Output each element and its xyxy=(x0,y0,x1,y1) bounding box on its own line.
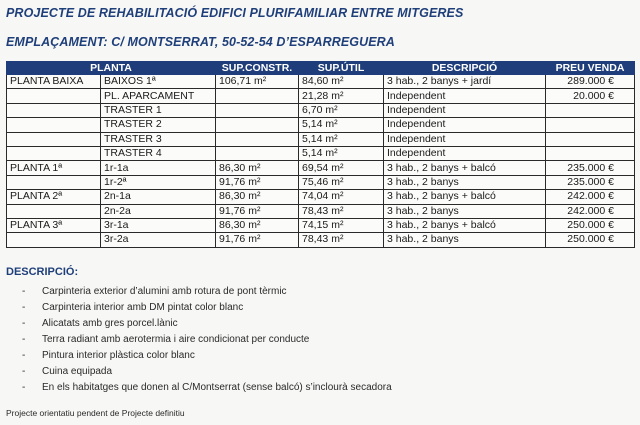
description-item-text: Cuina equipada xyxy=(42,366,113,377)
description-item xyxy=(6,348,392,364)
floor-cell xyxy=(7,132,101,146)
sup-util-cell: 5,14 m² xyxy=(299,118,384,132)
table-row xyxy=(7,132,635,146)
sup-constr-cell xyxy=(216,118,299,132)
sup-util-cell: 78,43 m² xyxy=(299,233,384,247)
description-list xyxy=(6,284,392,396)
header-sup-constr: SUP.CONSTR. xyxy=(216,62,299,75)
bullet-dash: - xyxy=(22,350,26,361)
sup-util-cell: 5,14 m² xyxy=(299,132,384,146)
sup-constr-cell xyxy=(216,103,299,117)
unit-cell: TRASTER 4 xyxy=(101,146,216,160)
table-row xyxy=(7,103,635,117)
unit-cell: TRASTER 3 xyxy=(101,132,216,146)
description-item-text: Alicatats amb gres porcel.lànic xyxy=(42,318,178,329)
header-sup-util: SUP.ÚTIL xyxy=(299,62,384,75)
bullet-dash: - xyxy=(22,286,26,297)
unit-cell: PL. APARCAMENT xyxy=(101,89,216,103)
table-row xyxy=(7,204,635,218)
bullet-dash: - xyxy=(22,334,26,345)
price-cell: 242.000 € xyxy=(546,204,635,218)
floor-cell: PLANTA 1ª xyxy=(7,161,101,175)
units-table xyxy=(6,61,635,248)
floor-cell xyxy=(7,89,101,103)
header-preu-venda: PREU VENDA xyxy=(546,62,635,75)
sup-util-cell: 74,04 m² xyxy=(299,190,384,204)
table-body xyxy=(7,75,635,248)
description-cell: Independent xyxy=(384,146,546,160)
table-row xyxy=(7,118,635,132)
floor-cell xyxy=(7,233,101,247)
table-row xyxy=(7,161,635,175)
sup-constr-cell: 86,30 m² xyxy=(216,218,299,232)
description-cell: 3 hab., 2 banys + balcó xyxy=(384,218,546,232)
floor-cell: PLANTA BAIXA xyxy=(7,75,101,89)
unit-cell: 2n-1a xyxy=(101,190,216,204)
description-cell: 3 hab., 2 banys + balcó xyxy=(384,190,546,204)
price-cell: 250.000 € xyxy=(546,218,635,232)
bullet-dash: - xyxy=(22,366,26,377)
description-item xyxy=(6,380,392,396)
sup-util-cell: 78,43 m² xyxy=(299,204,384,218)
table-row xyxy=(7,218,635,232)
price-cell xyxy=(546,103,635,117)
description-item xyxy=(6,284,392,300)
price-cell: 235.000 € xyxy=(546,175,635,189)
sup-util-cell: 75,46 m² xyxy=(299,175,384,189)
description-item xyxy=(6,332,392,348)
description-item xyxy=(6,316,392,332)
unit-cell: TRASTER 2 xyxy=(101,118,216,132)
sup-util-cell: 6,70 m² xyxy=(299,103,384,117)
location-title: EMPLAÇAMENT: C/ MONTSERRAT, 50-52-54 D’ESPARREGUERA xyxy=(6,35,395,49)
unit-cell: 3r-1a xyxy=(101,218,216,232)
unit-cell: BAIXOS 1ª xyxy=(101,75,216,89)
footer-note: Projecte orientatiu pendent de Projecte definitiu xyxy=(6,408,185,418)
floor-cell xyxy=(7,146,101,160)
sup-constr-cell: 86,30 m² xyxy=(216,190,299,204)
sup-util-cell: 84,60 m² xyxy=(299,75,384,89)
table-row xyxy=(7,146,635,160)
sup-constr-cell: 91,76 m² xyxy=(216,204,299,218)
header-planta: PLANTA xyxy=(7,62,216,75)
description-cell: 3 hab., 2 banys xyxy=(384,204,546,218)
description-item-text: Pintura interior plàstica color blanc xyxy=(42,350,195,361)
floor-cell xyxy=(7,118,101,132)
sup-constr-cell: 91,76 m² xyxy=(216,175,299,189)
description-heading: DESCRIPCIÓ: xyxy=(6,266,79,278)
price-cell xyxy=(546,118,635,132)
description-item-text: Carpinteria interior amb DM pintat color blanc xyxy=(42,302,244,313)
unit-cell: TRASTER 1 xyxy=(101,103,216,117)
sup-constr-cell xyxy=(216,146,299,160)
unit-cell: 3r-2a xyxy=(101,233,216,247)
header-descripcio: DESCRIPCIÓ xyxy=(384,62,546,75)
price-cell xyxy=(546,146,635,160)
bullet-dash: - xyxy=(22,382,26,393)
price-cell: 20.000 € xyxy=(546,89,635,103)
description-item-text: Carpinteria exterior d’alumini amb rotura de pont tèrmic xyxy=(42,286,287,297)
price-cell: 289.000 € xyxy=(546,75,635,89)
table-row xyxy=(7,75,635,89)
description-cell: 3 hab., 2 banys + balcó xyxy=(384,161,546,175)
description-cell: Independent xyxy=(384,132,546,146)
table-header-row xyxy=(7,62,635,75)
table-row xyxy=(7,233,635,247)
table-row xyxy=(7,190,635,204)
price-cell xyxy=(546,132,635,146)
sup-constr-cell: 86,30 m² xyxy=(216,161,299,175)
floor-cell xyxy=(7,175,101,189)
floor-cell xyxy=(7,103,101,117)
description-cell: 3 hab., 2 banys + jardí xyxy=(384,75,546,89)
description-cell: Independent xyxy=(384,103,546,117)
unit-cell: 1r-2ª xyxy=(101,175,216,189)
sup-constr-cell xyxy=(216,132,299,146)
bullet-dash: - xyxy=(22,302,26,313)
description-item xyxy=(6,364,392,380)
description-cell: Independent xyxy=(384,118,546,132)
description-item xyxy=(6,300,392,316)
table-row xyxy=(7,89,635,103)
sup-util-cell: 5,14 m² xyxy=(299,146,384,160)
sup-util-cell: 74,15 m² xyxy=(299,218,384,232)
floor-cell: PLANTA 3ª xyxy=(7,218,101,232)
bullet-dash: - xyxy=(22,318,26,329)
sup-constr-cell: 106,71 m² xyxy=(216,75,299,89)
unit-cell: 1r-1a xyxy=(101,161,216,175)
description-cell: 3 hab., 2 banys xyxy=(384,175,546,189)
floor-cell: PLANTA 2ª xyxy=(7,190,101,204)
description-item-text: En els habitatges que donen al C/Montserrat (sense balcó) s’inclourà secadora xyxy=(42,382,392,393)
price-cell: 235.000 € xyxy=(546,161,635,175)
floor-cell xyxy=(7,204,101,218)
table-row xyxy=(7,175,635,189)
sup-constr-cell: 91,76 m² xyxy=(216,233,299,247)
price-cell: 250.000 € xyxy=(546,233,635,247)
sup-constr-cell xyxy=(216,89,299,103)
document-title: PROJECTE DE REHABILITACIÓ EDIFICI PLURIFAMILIAR ENTRE MITGERES xyxy=(6,6,464,20)
unit-cell: 2n-2a xyxy=(101,204,216,218)
sup-util-cell: 21,28 m² xyxy=(299,89,384,103)
description-cell: 3 hab., 2 banys xyxy=(384,233,546,247)
description-cell: Independent xyxy=(384,89,546,103)
sup-util-cell: 69,54 m² xyxy=(299,161,384,175)
description-item-text: Terra radiant amb aerotermia i aire condicionat per conducte xyxy=(42,334,310,345)
price-cell: 242.000 € xyxy=(546,190,635,204)
